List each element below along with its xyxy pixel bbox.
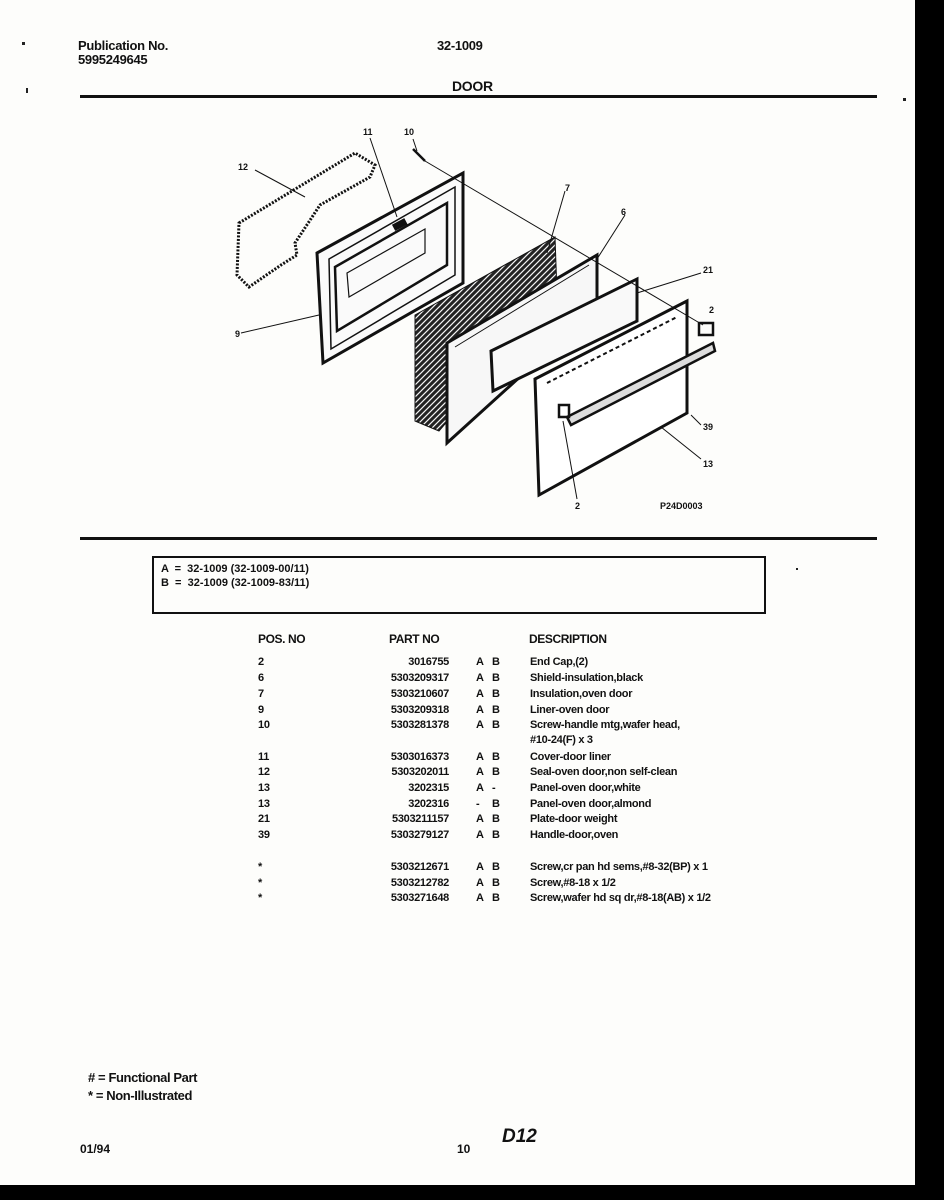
part-cell: 5303212782 — [390, 877, 449, 889]
variant-b-cell: B — [492, 656, 500, 668]
description-header: DESCRIPTION — [529, 632, 607, 646]
callout-9: 9 — [235, 329, 241, 339]
variant-b-cell: B — [492, 892, 500, 904]
variant-a-cell: A — [476, 766, 484, 778]
variant-a-cell: A — [476, 719, 484, 731]
part-cell: 5303281378 — [390, 719, 449, 731]
pos-cell: 10 — [258, 719, 270, 731]
part-cell: 5303210607 — [390, 688, 449, 700]
description-cell: Panel-oven door,white — [530, 782, 641, 794]
description-cell: Screw,wafer hd sq dr,#8-18(AB) x 1/2 — [530, 892, 711, 904]
figure-code: P24D0003 — [660, 501, 703, 511]
table-row — [0, 877, 915, 893]
part-cell: 5303202011 — [391, 766, 449, 778]
callout-6: 6 — [621, 207, 627, 217]
pos-cell: * — [258, 861, 262, 873]
table-row — [0, 782, 915, 798]
part-cell: 5303211157 — [392, 813, 449, 825]
variant-a-cell: A — [476, 704, 484, 716]
variant-a: A = 32-1009 (32-1009-00/11) — [161, 563, 309, 575]
callout-2: 2 — [709, 305, 715, 315]
publication-label: Publication No. — [78, 38, 169, 53]
part-no-header: PART NO — [389, 632, 440, 646]
variant-a-cell: A — [476, 751, 484, 763]
description-cell: Screw-handle mtg,wafer head, — [530, 719, 680, 731]
variant-b-cell: B — [492, 766, 500, 778]
functional-part-legend: # = Functional Part — [88, 1070, 198, 1085]
callout-39: 39 — [703, 422, 714, 432]
exploded-door-diagram — [225, 125, 745, 520]
description-cell: Insulation,oven door — [530, 688, 633, 700]
pos-cell: 21 — [258, 813, 270, 825]
part-cell: 5303209317 — [390, 672, 449, 684]
pos-cell: 13 — [258, 798, 270, 810]
scan-speck — [903, 98, 906, 101]
callout-12: 12 — [238, 162, 249, 172]
pos-cell: 2 — [258, 656, 264, 668]
non-illustrated-legend: * = Non-Illustrated — [88, 1088, 192, 1103]
model-variant-box — [152, 556, 766, 614]
variant-b-cell: B — [492, 751, 500, 763]
variant-b-cell: - — [492, 782, 496, 794]
part-cell: 5303016373 — [390, 751, 449, 763]
callout-11: 11 — [363, 127, 373, 137]
part-cell: 3202316 — [408, 798, 449, 810]
callout-7: 7 — [565, 183, 571, 193]
variant-b-cell: B — [492, 719, 500, 731]
part-cell: 5303212671 — [390, 861, 449, 873]
table-row — [0, 719, 915, 750]
scan-speck — [26, 88, 28, 93]
variant-a-cell: A — [476, 688, 484, 700]
table-row — [0, 798, 915, 814]
pos-cell: 7 — [258, 688, 264, 700]
description-cell: Liner-oven door — [530, 704, 610, 716]
part-cell: 3016755 — [408, 656, 449, 668]
description-cell-continued: #10-24(F) x 3 — [530, 734, 593, 746]
page-number: 10 — [457, 1142, 471, 1156]
revision-date: 01/94 — [80, 1142, 111, 1156]
variant-a-cell: A — [476, 656, 484, 668]
description-cell: Cover-door liner — [530, 751, 611, 763]
table-row — [0, 829, 915, 845]
part-cell: 5303209318 — [390, 704, 449, 716]
pos-cell: 39 — [258, 829, 270, 841]
variant-a-cell: A — [476, 829, 484, 841]
part-cell: 5303279127 — [390, 829, 449, 841]
pos-cell: 6 — [258, 672, 264, 684]
pos-no-header: POS. NO — [258, 632, 306, 646]
table-row — [0, 672, 915, 688]
pos-cell: 13 — [258, 782, 270, 794]
handle-screw-part — [413, 149, 425, 161]
table-row — [0, 656, 915, 672]
table-row — [0, 688, 915, 704]
table-row — [0, 813, 915, 829]
variant-a-cell: A — [476, 861, 484, 873]
page-code: D12 — [502, 1126, 537, 1147]
variant-a-cell: A — [476, 782, 484, 794]
table-row — [0, 892, 915, 908]
header-divider — [80, 95, 877, 98]
section-title: DOOR — [452, 78, 493, 94]
description-cell: Panel-oven door,almond — [530, 798, 652, 810]
description-cell: Plate-door weight — [530, 813, 618, 825]
table-row — [0, 861, 915, 877]
variant-b-cell: B — [492, 877, 500, 889]
callout-10: 10 — [404, 127, 415, 137]
description-cell: Seal-oven door,non self-clean — [530, 766, 678, 778]
section-divider — [80, 537, 877, 540]
callout-2: 2 — [575, 501, 581, 511]
description-cell: Handle-door,oven — [530, 829, 619, 841]
table-row — [0, 766, 915, 782]
pos-cell: * — [258, 877, 262, 889]
variant-b-cell: B — [492, 798, 500, 810]
callout-21: 21 — [703, 265, 714, 275]
description-cell: Screw,#8-18 x 1/2 — [530, 877, 616, 889]
part-cell: 3202315 — [408, 782, 449, 794]
table-row — [0, 751, 915, 767]
pos-cell: 9 — [258, 704, 264, 716]
callout-13: 13 — [703, 459, 714, 469]
variant-b-cell: B — [492, 672, 500, 684]
pos-cell: * — [258, 892, 262, 904]
variant-b: B = 32-1009 (32-1009-83/11) — [161, 577, 310, 589]
variant-a-cell: A — [476, 813, 484, 825]
end-cap-part — [699, 323, 713, 335]
variant-b-cell: B — [492, 688, 500, 700]
table-row — [0, 704, 915, 720]
pos-cell: 12 — [258, 766, 270, 778]
description-cell: Screw,cr pan hd sems,#8-32(BP) x 1 — [530, 861, 708, 873]
variant-b-cell: B — [492, 813, 500, 825]
scan-speck — [22, 42, 25, 45]
model-number: 32-1009 — [437, 38, 483, 53]
variant-a-cell: - — [476, 798, 480, 810]
variant-b-cell: B — [492, 704, 500, 716]
description-cell: Shield-insulation,black — [530, 672, 643, 684]
description-cell: End Cap,(2) — [530, 656, 588, 668]
variant-a-cell: A — [476, 672, 484, 684]
variant-a-cell: A — [476, 892, 484, 904]
variant-a-cell: A — [476, 877, 484, 889]
publication-number: 5995249645 — [78, 52, 148, 67]
part-cell: 5303271648 — [390, 892, 449, 904]
variant-b-cell: B — [492, 829, 500, 841]
scan-speck — [796, 568, 798, 570]
variant-b-cell: B — [492, 861, 500, 873]
pos-cell: 11 — [258, 751, 270, 763]
